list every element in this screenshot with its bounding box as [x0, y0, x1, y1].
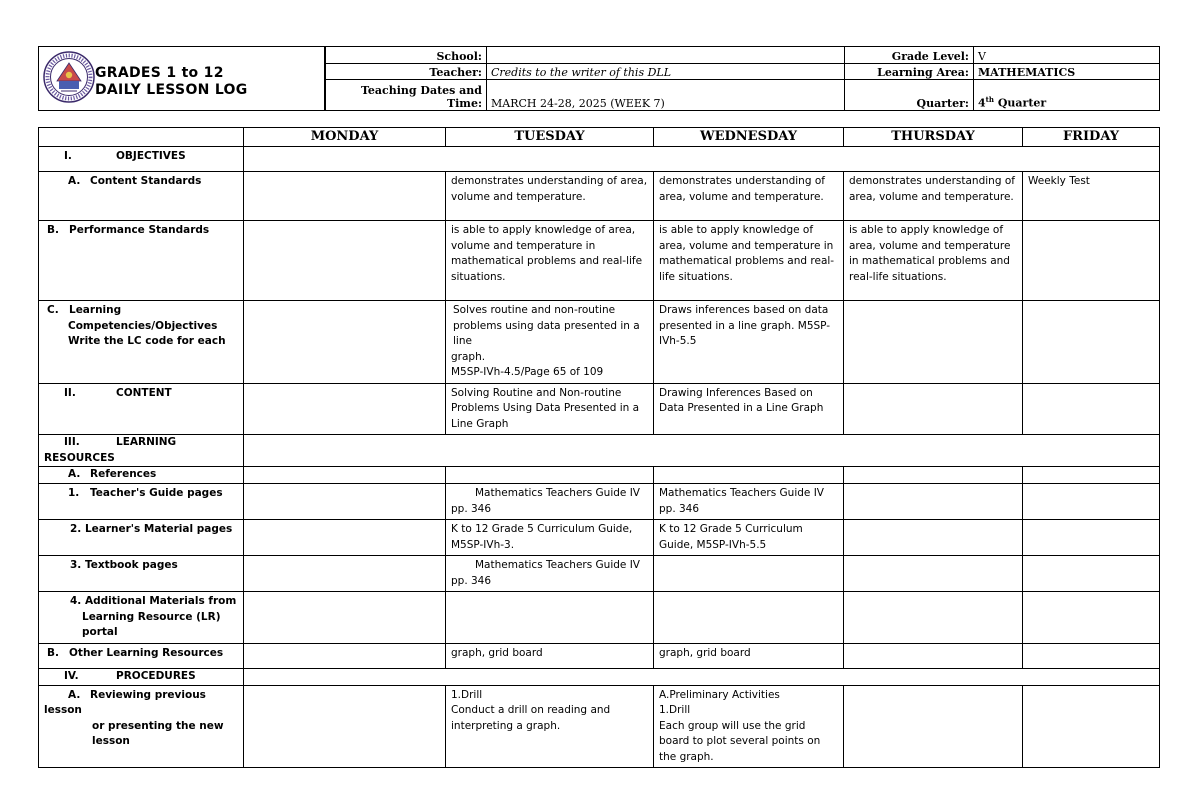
competencies-wednesday: Draws inferences based on data presented in a line graph. M5SP-IVh-5.5	[654, 301, 844, 384]
competencies-monday	[244, 301, 446, 384]
other-resources-friday	[1023, 643, 1160, 668]
reviewing-monday	[244, 685, 446, 768]
learning-area-value: MATHEMATICS	[974, 64, 1160, 80]
quarter-word: Quarter	[993, 97, 1047, 110]
reviewing-label-line2: or presenting the new	[92, 719, 224, 732]
reviewing-tuesday	[446, 685, 654, 768]
references-wednesday	[654, 467, 844, 484]
competencies-friday	[1023, 301, 1160, 384]
competencies-tuesday-line3: M5SP-IVh-4.5/Page 65 of 109	[451, 366, 604, 378]
competencies-label-line3: Write the LC code for each	[68, 335, 226, 347]
learners-material-thursday	[844, 520, 1023, 556]
procedures-span-cell	[244, 668, 1160, 685]
learners-material-monday	[244, 520, 446, 556]
procedures-row	[39, 668, 1160, 685]
additional-tuesday	[446, 592, 654, 644]
reviewing-wednesday-line2: 1.Drill	[659, 704, 691, 716]
title-line-1: GRADES 1 to 12	[95, 65, 224, 81]
competencies-row	[39, 301, 1160, 384]
grade-level-label: Grade Level:	[845, 47, 974, 64]
learners-material-row	[39, 520, 1160, 556]
competencies-tuesday-line1: Solves routine and non-routine problems using data presented in a line	[453, 304, 640, 347]
learners-material-wednesday: K to 12 Grade 5 Curriculum Guide, M5SP-IVh-5.5	[654, 520, 844, 556]
row-label-references: A. References	[39, 467, 244, 484]
content-wednesday: Drawing Inferences Based on Data Presented in a Line Graph	[654, 383, 844, 435]
header-logo-box	[38, 46, 325, 111]
additional-materials-row	[39, 592, 1160, 644]
performance-standards-wednesday: is able to apply knowledge of area, volume and temperature in mathematical problems and real-life situations.	[654, 221, 844, 301]
days-header-row	[39, 128, 1160, 147]
row-label-learners-material: 2. Learner's Material pages	[39, 520, 244, 556]
performance-standards-tuesday: is able to apply knowledge of area, volume and temperature in mathematical problems and real-life situations.	[446, 221, 654, 301]
reviewing-wednesday	[654, 685, 844, 768]
row-label-learning-resources: III. LEARNING RESOURCES	[39, 435, 244, 467]
day-header-friday: FRIDAY	[1023, 128, 1160, 147]
textbook-tuesday: Mathematics Teachers Guide IV pp. 346	[446, 556, 654, 592]
learning-resources-row	[39, 435, 1160, 467]
row-label-performance-standards: B. Performance Standards	[39, 221, 244, 301]
competencies-tuesday	[446, 301, 654, 384]
lesson-log-table	[38, 127, 1160, 768]
performance-standards-friday	[1023, 221, 1160, 301]
title-line-2: DAILY LESSON LOG	[95, 82, 248, 98]
quarter-suffix: th	[985, 95, 994, 105]
reviewing-tuesday-line1: 1.Drill	[451, 688, 483, 701]
learners-material-friday	[1023, 520, 1160, 556]
teachers-guide-row	[39, 484, 1160, 520]
competencies-num: C.	[47, 304, 59, 316]
row-label-reviewing	[39, 685, 244, 768]
row-label-additional-materials	[39, 592, 244, 644]
learning-resources-span-cell	[244, 435, 1160, 467]
reviewing-num: A.	[68, 688, 81, 701]
reviewing-tuesday-line2: Conduct a drill on reading and interpreting a graph.	[451, 704, 611, 732]
performance-standards-row	[39, 221, 1160, 301]
reviewing-wednesday-line3: Each group will use the grid board to plot several points on the graph.	[659, 719, 821, 763]
quarter-value	[974, 80, 1160, 111]
textbook-friday	[1023, 556, 1160, 592]
content-monday	[244, 383, 446, 435]
additional-monday	[244, 592, 446, 644]
day-header-wednesday: WEDNESDAY	[654, 128, 844, 147]
row-label-competencies	[39, 301, 244, 384]
row-label-objectives: I. OBJECTIVES	[39, 147, 244, 172]
school-value	[487, 47, 845, 64]
quarter-number: 4	[978, 97, 986, 110]
additional-label-line1: 4. Additional Materials from	[70, 595, 237, 607]
teachers-guide-monday	[244, 484, 446, 520]
content-standards-friday: Weekly Test	[1023, 172, 1160, 221]
content-tuesday: Solving Routine and Non-routine Problems Using Data Presented in a Line Graph	[446, 383, 654, 435]
reviewing-thursday	[844, 685, 1023, 768]
performance-standards-monday	[244, 221, 446, 301]
reviewing-wednesday-line1: A.Preliminary Activities	[659, 688, 780, 701]
school-label: School:	[326, 47, 487, 64]
competencies-tuesday-line2: graph.	[451, 350, 486, 363]
day-header-thursday: THURSDAY	[844, 128, 1023, 147]
deped-seal-icon	[43, 51, 95, 103]
other-resources-wednesday: graph, grid board	[654, 643, 844, 668]
textbook-thursday	[844, 556, 1023, 592]
competencies-label-line1: Learning	[69, 304, 122, 316]
other-resources-thursday	[844, 643, 1023, 668]
teacher-label: Teacher:	[326, 64, 487, 80]
additional-thursday	[844, 592, 1023, 644]
teachers-guide-thursday	[844, 484, 1023, 520]
teaching-dates-label-line1: Teaching Dates and	[360, 84, 482, 97]
other-resources-row	[39, 643, 1160, 668]
row-label-content-standards: A. Content Standards	[39, 172, 244, 221]
content-row	[39, 383, 1160, 435]
additional-label-line3: portal	[82, 626, 118, 638]
competencies-label-line2: Competencies/Objectives	[68, 319, 218, 332]
references-friday	[1023, 467, 1160, 484]
teachers-guide-tuesday: Mathematics Teachers Guide IV pp. 346	[446, 484, 654, 520]
row-label-content: II. CONTENT	[39, 383, 244, 435]
content-thursday	[844, 383, 1023, 435]
references-tuesday	[446, 467, 654, 484]
content-standards-wednesday: demonstrates understanding of area, volume and temperature.	[654, 172, 844, 221]
additional-wednesday	[654, 592, 844, 644]
additional-friday	[1023, 592, 1160, 644]
textbook-row	[39, 556, 1160, 592]
performance-standards-thursday: is able to apply knowledge of area, volume and temperature in mathematical problems and real-life situations.	[844, 221, 1023, 301]
teaching-dates-label	[326, 80, 487, 111]
objectives-row	[39, 147, 1160, 172]
row-label-textbook: 3. Textbook pages	[39, 556, 244, 592]
content-standards-thursday: demonstrates understanding of area, volume and temperature.	[844, 172, 1023, 221]
content-standards-row	[39, 172, 1160, 221]
blank-header-cell	[39, 128, 244, 147]
quarter-label: Quarter:	[845, 80, 974, 111]
content-standards-tuesday: demonstrates understanding of area, volume and temperature.	[446, 172, 654, 221]
content-standards-monday	[244, 172, 446, 221]
teaching-dates-value: MARCH 24-28, 2025 (WEEK 7)	[487, 80, 845, 111]
header-info-table	[325, 46, 1160, 111]
reviewing-label-line3: lesson	[92, 735, 130, 747]
teachers-guide-friday	[1023, 484, 1160, 520]
learners-material-tuesday: K to 12 Grade 5 Curriculum Guide, M5SP-IVh-3.	[446, 520, 654, 556]
additional-label-line2: Learning Resource (LR)	[82, 610, 221, 623]
teacher-value: Credits to the writer of this DLL	[487, 64, 845, 80]
reviewing-row	[39, 685, 1160, 768]
content-friday	[1023, 383, 1160, 435]
grade-level-value: V	[974, 47, 1160, 64]
row-label-teachers-guide: 1. Teacher's Guide pages	[39, 484, 244, 520]
references-monday	[244, 467, 446, 484]
other-resources-monday	[244, 643, 446, 668]
textbook-monday	[244, 556, 446, 592]
textbook-wednesday	[654, 556, 844, 592]
teachers-guide-wednesday: Mathematics Teachers Guide IV pp. 346	[654, 484, 844, 520]
references-thursday	[844, 467, 1023, 484]
learning-area-label: Learning Area:	[845, 64, 974, 80]
competencies-thursday	[844, 301, 1023, 384]
references-row	[39, 467, 1160, 484]
reviewing-label-line1: Reviewing previous lesson	[44, 688, 206, 716]
day-header-tuesday: TUESDAY	[446, 128, 654, 147]
row-label-procedures: IV. PROCEDURES	[39, 668, 244, 685]
row-label-other-resources: B. Other Learning Resources	[39, 643, 244, 668]
reviewing-friday	[1023, 685, 1160, 768]
day-header-monday: MONDAY	[244, 128, 446, 147]
objectives-span-cell	[244, 147, 1160, 172]
other-resources-tuesday: graph, grid board	[446, 643, 654, 668]
teaching-dates-label-line2: Time:	[446, 97, 482, 110]
